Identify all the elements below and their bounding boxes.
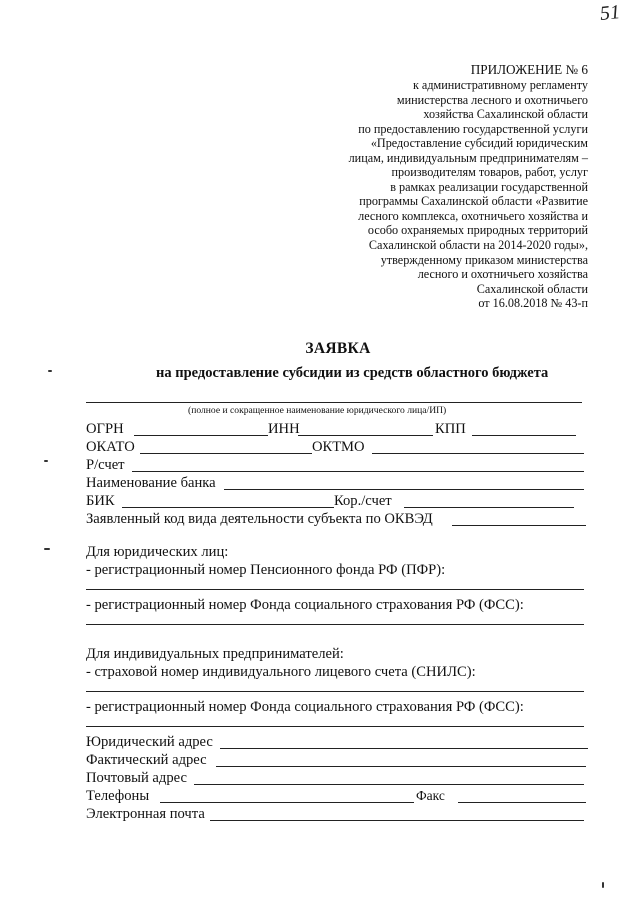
appendix-line: к административному регламенту	[412, 78, 588, 92]
appendix-line: Сахалинской области	[476, 281, 588, 296]
okved-label: Заявленный код вида деятельности субъекта по ОКВЭД	[86, 511, 433, 527]
bank-field[interactable]	[224, 489, 584, 490]
bik-label: БИК	[86, 493, 115, 509]
appendix-line: Сахалинской области на 2014-2020 годы»,	[368, 238, 588, 253]
appendix-line: лесного комплекса, охотничьего хозяйства и	[358, 208, 588, 223]
appendix-line: от 16.08.2018 № 43-п	[478, 296, 588, 311]
fax-field[interactable]	[458, 802, 586, 803]
individual-snils-field[interactable]	[86, 691, 584, 692]
ogrn-field[interactable]	[134, 435, 268, 436]
row-account	[86, 456, 586, 474]
legal-fss-label: - регистрационный номер Фонда социального страхования РФ (ФСС):	[86, 597, 524, 613]
handwritten-page-number: 51	[598, 1, 622, 25]
appendix-line: лесного и охотничьего хозяйства	[417, 267, 588, 282]
phones-label: Телефоны	[86, 788, 150, 804]
appendix-line: министерства лесного и охотничьего	[396, 92, 588, 107]
scan-speck	[44, 460, 48, 462]
ogrn-label: ОГРН	[86, 421, 124, 437]
legal-fss-field[interactable]	[86, 624, 584, 625]
kpp-field[interactable]	[472, 435, 576, 436]
row-phones-fax	[86, 787, 590, 805]
row-email	[86, 805, 590, 823]
individual-fss-field[interactable]	[86, 726, 584, 727]
appendix-line: лицам, индивидуальным предпринимателям –	[348, 150, 588, 165]
okved-field[interactable]	[452, 525, 586, 526]
document-title: ЗАЯВКА	[305, 340, 371, 357]
row-actual-address	[86, 751, 590, 769]
legal-pfr-label: - регистрационный номер Пенсионного фонда РФ (ПФР):	[86, 562, 446, 578]
document-subtitle: на предоставление субсидии из средств областного бюджета	[156, 365, 549, 381]
account-field[interactable]	[132, 471, 584, 472]
okato-label: ОКАТО	[86, 439, 135, 455]
row-okato-oktmo	[86, 438, 586, 456]
row-bik-corr	[86, 492, 586, 510]
appendix-line: в рамках реализации государственной	[390, 179, 588, 194]
actual-address-label: Фактический адрес	[86, 752, 207, 768]
legal-address-field[interactable]	[220, 748, 588, 749]
individual-fss-label: - регистрационный номер Фонда социального страхования РФ (ФСС):	[86, 699, 524, 715]
org-name-caption: (полное и сокращенное наименование юридического лица/ИП)	[188, 405, 447, 416]
kpp-label: КПП	[435, 421, 466, 437]
row-bank	[86, 474, 586, 492]
phones-field[interactable]	[160, 802, 414, 803]
oktmo-field[interactable]	[372, 453, 584, 454]
legal-pfr-field[interactable]	[86, 589, 584, 590]
bik-field[interactable]	[122, 507, 334, 508]
legal-heading: Для юридических лиц:	[86, 544, 229, 560]
appendix-line: хозяйства Сахалинской области	[423, 107, 588, 122]
individual-snils-label: - страховой номер индивидуального лицевого счета (СНИЛС):	[86, 664, 476, 680]
legal-address-label: Юридический адрес	[86, 734, 213, 750]
appendix-line: производителям товаров, работ, услуг	[391, 165, 588, 180]
individual-heading: Для индивидуальных предпринимателей:	[86, 646, 344, 662]
appendix-block	[300, 62, 588, 311]
corr-field[interactable]	[404, 507, 574, 508]
row-okved	[86, 510, 586, 528]
scan-speck	[602, 882, 604, 888]
appendix-line: программы Сахалинской области «Развитие	[359, 194, 588, 209]
corr-label: Кор./счет	[334, 493, 392, 509]
appendix-line: утвержденному приказом министерства	[380, 252, 588, 267]
actual-address-field[interactable]	[216, 766, 586, 767]
row-ogrn-inn-kpp	[86, 420, 586, 438]
oktmo-label: ОКТМО	[312, 439, 365, 455]
appendix-line: по предоставлению государственной услуги	[358, 121, 588, 136]
postal-address-field[interactable]	[194, 784, 584, 785]
org-name-field[interactable]	[86, 402, 582, 403]
email-field[interactable]	[210, 820, 584, 821]
account-label: Р/счет	[86, 457, 125, 473]
inn-label: ИНН	[268, 421, 300, 437]
appendix-heading: ПРИЛОЖЕНИЕ № 6	[470, 62, 588, 77]
email-label: Электронная почта	[86, 806, 205, 822]
fax-label: Факс	[416, 788, 445, 803]
row-postal-address	[86, 769, 590, 787]
postal-address-label: Почтовый адрес	[86, 770, 187, 786]
scan-speck	[44, 548, 50, 550]
okato-field[interactable]	[140, 453, 312, 454]
appendix-line: «Предоставление субсидий юридическим	[370, 136, 588, 151]
bank-label: Наименование банка	[86, 475, 216, 491]
inn-field[interactable]	[298, 435, 433, 436]
row-legal-address	[86, 733, 590, 751]
appendix-line: особо охраняемых природных территорий	[367, 223, 588, 238]
scan-speck	[48, 370, 52, 372]
